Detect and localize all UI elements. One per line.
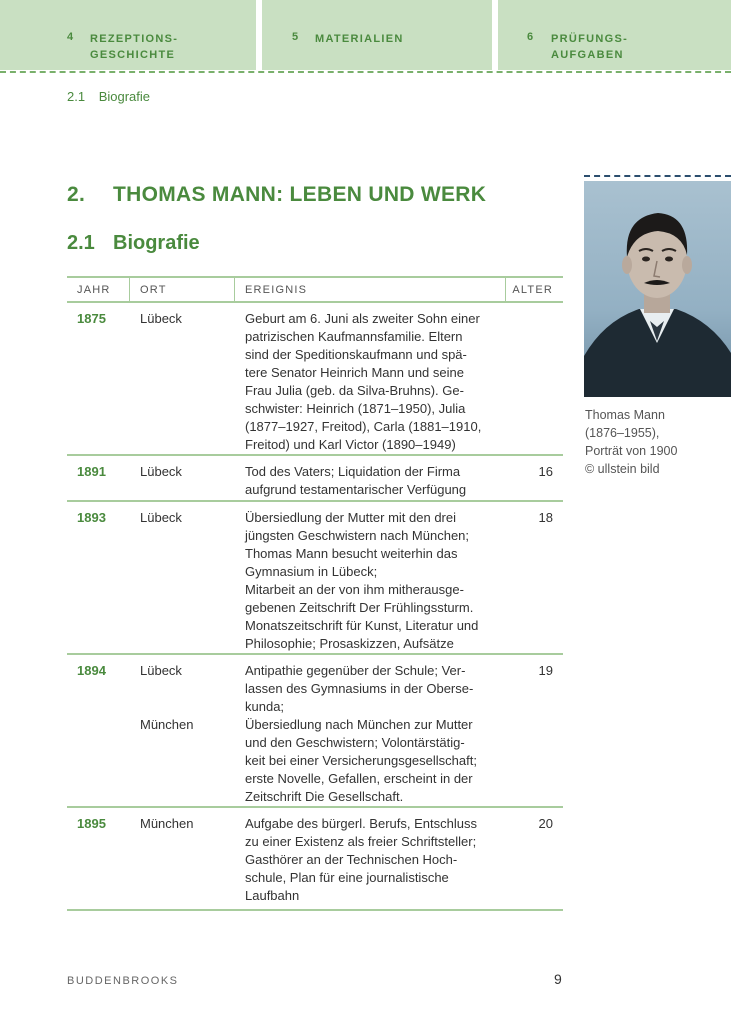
breadcrumb-number: 2.1 bbox=[67, 89, 86, 104]
header-year: JAHR bbox=[77, 284, 111, 296]
biography-table bbox=[67, 276, 563, 911]
header-age: ALTER bbox=[512, 284, 553, 296]
footer-book-title: BUDDENBROOKS bbox=[67, 975, 179, 987]
tabs-divider bbox=[0, 71, 731, 73]
photo-divider bbox=[584, 175, 731, 177]
table-row bbox=[67, 808, 563, 911]
row-place: Lübeck bbox=[140, 510, 182, 525]
section-number: 2.1 bbox=[67, 232, 95, 254]
portrait-illustration bbox=[584, 181, 731, 397]
row-event: Geburt am 6. Juni als zweiter Sohn einer patrizischen Kaufmannsfamilie. Eltern sind der Speditionskaufmann und spä- tere Senator Heinrich Mann und seine Frau Julia (geb. da Silva-Bruhns). Ge- schwister: Heinrich (1871–1950), Julia (1877–1927, Freitod), Carla (1881–1910, Freitod) und Karl Victor (1890–1949) bbox=[245, 311, 482, 452]
table-row bbox=[67, 303, 563, 456]
row-place-second: München bbox=[140, 717, 194, 732]
page-number: 9 bbox=[554, 971, 562, 987]
row-age: 18 bbox=[538, 510, 553, 525]
header-event: EREIGNIS bbox=[245, 284, 308, 296]
tab-pruefungsaufgaben[interactable] bbox=[498, 0, 731, 70]
tab-number: 5 bbox=[292, 31, 300, 43]
row-year: 1891 bbox=[77, 464, 106, 479]
column-divider bbox=[505, 278, 506, 301]
row-place: Lübeck bbox=[140, 663, 182, 678]
row-year: 1895 bbox=[77, 816, 106, 831]
row-place: München bbox=[140, 816, 194, 831]
row-event: Aufgabe des bürgerl. Berufs, Entschluss zu einer Existenz als freier Schriftsteller; Gasthörer an der Technischen Hoch- schule, Plan für eine journalistische Laufbahn bbox=[245, 816, 477, 903]
row-place: Lübeck bbox=[140, 464, 182, 479]
tab-label: PRÜFUNGS- AUFGABEN bbox=[551, 33, 629, 61]
tab-label: REZEPTIONS- GESCHICHTE bbox=[90, 33, 179, 61]
row-age: 16 bbox=[538, 464, 553, 479]
chapter-number: 2. bbox=[67, 183, 86, 206]
caption-text: Thomas Mann (1876–1955), Porträt von 1900 © ullstein bild bbox=[585, 408, 678, 476]
tab-number: 4 bbox=[67, 31, 75, 43]
section-title-text: Biografie bbox=[113, 232, 200, 254]
header-place: ORT bbox=[140, 284, 167, 296]
breadcrumb bbox=[67, 89, 150, 104]
row-event: Tod des Vaters; Liquidation der Firma aufgrund testamentarischer Verfügung bbox=[245, 464, 467, 497]
row-age: 20 bbox=[538, 816, 553, 831]
row-place: Lübeck bbox=[140, 311, 182, 326]
tab-number: 6 bbox=[527, 31, 535, 43]
row-age: 19 bbox=[538, 663, 553, 678]
photo-caption bbox=[585, 406, 725, 478]
top-navigation bbox=[0, 0, 731, 70]
row-event: Antipathie gegenüber der Schule; Ver- lassen des Gymnasiums in der Oberse- kunda; Übersiedlung nach München zur Mutter und den Geschwistern; Volontärstätig- keit bei einer Versicherungsgesellschaft; erste Novelle, Gefallen, erscheint in der Zeitschrift Die Gesellschaft. bbox=[245, 663, 477, 804]
table-row bbox=[67, 502, 563, 655]
column-divider bbox=[129, 278, 130, 301]
tab-rezeptionsgeschichte[interactable] bbox=[0, 0, 256, 70]
table-row bbox=[67, 456, 563, 502]
table-row bbox=[67, 655, 563, 808]
column-divider bbox=[234, 278, 235, 301]
tab-materialien[interactable] bbox=[262, 0, 492, 70]
row-year: 1894 bbox=[77, 663, 106, 678]
chapter-title-text: THOMAS MANN: LEBEN UND WERK bbox=[113, 183, 487, 206]
table-header bbox=[67, 276, 563, 303]
portrait-photo bbox=[584, 181, 731, 397]
row-year: 1893 bbox=[77, 510, 106, 525]
row-year: 1875 bbox=[77, 311, 106, 326]
chapter-title bbox=[67, 183, 486, 207]
section-title bbox=[67, 232, 200, 255]
row-event: Übersiedlung der Mutter mit den drei jüngsten Geschwistern nach München; Thomas Mann besucht weiterhin das Gymnasium in Lübeck; Mitarbeit an der von ihm mitherausge- gebenen Zeitschrift Der Frühlingssturm. Monatszeitschrift für Kunst, Literatur und Philosophie; Prosaskizzen, Aufsätze bbox=[245, 510, 479, 651]
breadcrumb-text: Biografie bbox=[98, 89, 151, 104]
tab-label: MATERIALIEN bbox=[315, 33, 404, 45]
